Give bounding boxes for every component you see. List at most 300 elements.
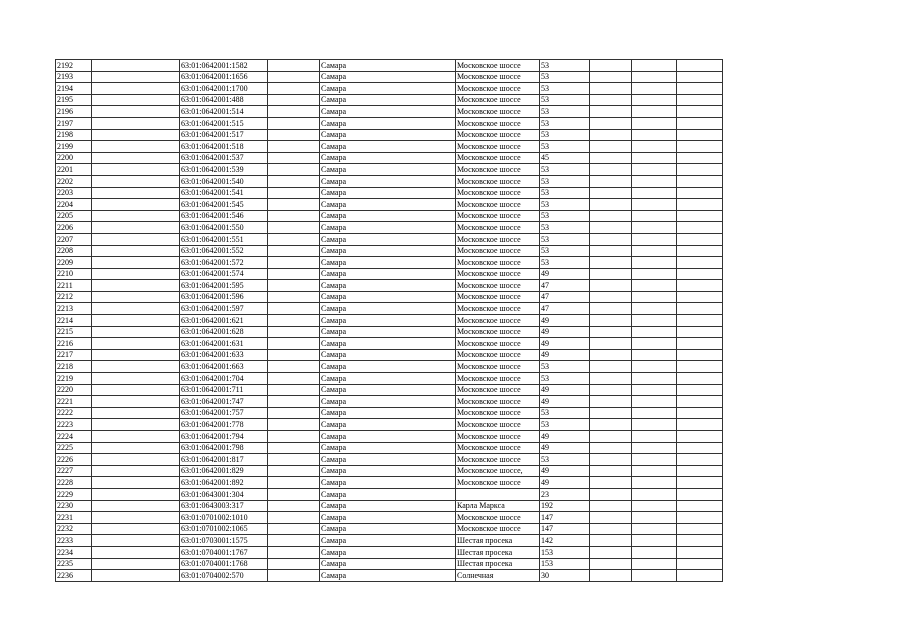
empty-cell: [268, 210, 320, 222]
cadastral-number-cell: 63:01:0642001:596: [180, 291, 268, 303]
empty-cell: [632, 326, 677, 338]
house-number-cell: 153: [540, 558, 590, 570]
house-number-cell: 53: [540, 117, 590, 129]
table-row: [56, 83, 723, 95]
city-cell: Самара: [320, 546, 456, 558]
house-number-cell: 47: [540, 291, 590, 303]
house-number-cell: 49: [540, 349, 590, 361]
street-cell: Московское шоссе: [456, 384, 540, 396]
row-number-cell: 2223: [56, 419, 92, 431]
city-cell: Самара: [320, 326, 456, 338]
street-cell: Московское шоссе: [456, 71, 540, 83]
empty-cell: [677, 268, 723, 280]
empty-cell: [590, 512, 632, 524]
row-number-cell: 2211: [56, 280, 92, 292]
cadastral-number-cell: 63:01:0642001:794: [180, 431, 268, 443]
empty-cell: [92, 152, 180, 164]
empty-cell: [677, 129, 723, 141]
table-row: [56, 500, 723, 512]
empty-cell: [590, 488, 632, 500]
empty-cell: [677, 141, 723, 153]
empty-cell: [92, 477, 180, 489]
empty-cell: [677, 431, 723, 443]
row-number-cell: 2206: [56, 222, 92, 234]
table-row: [56, 175, 723, 187]
row-number-cell: 2225: [56, 442, 92, 454]
house-number-cell: 147: [540, 523, 590, 535]
empty-cell: [677, 384, 723, 396]
empty-cell: [632, 373, 677, 385]
street-cell: Московское шоссе: [456, 152, 540, 164]
empty-cell: [632, 291, 677, 303]
house-number-cell: 49: [540, 431, 590, 443]
empty-cell: [632, 500, 677, 512]
empty-cell: [677, 280, 723, 292]
empty-cell: [92, 117, 180, 129]
table-row: [56, 60, 723, 72]
city-cell: Самара: [320, 222, 456, 234]
row-number-cell: 2193: [56, 71, 92, 83]
street-cell: Московское шоссе: [456, 187, 540, 199]
house-number-cell: 49: [540, 315, 590, 327]
city-cell: Самара: [320, 164, 456, 176]
empty-cell: [632, 442, 677, 454]
empty-cell: [677, 512, 723, 524]
street-cell: Московское шоссе: [456, 477, 540, 489]
street-cell: Солнечная: [456, 570, 540, 582]
empty-cell: [590, 558, 632, 570]
empty-cell: [590, 303, 632, 315]
empty-cell: [632, 257, 677, 269]
empty-cell: [590, 199, 632, 211]
empty-cell: [590, 477, 632, 489]
street-cell: Московское шоссе: [456, 175, 540, 187]
empty-cell: [268, 558, 320, 570]
empty-cell: [268, 546, 320, 558]
city-cell: Самара: [320, 117, 456, 129]
row-number-cell: 2204: [56, 199, 92, 211]
street-cell: Московское шоссе: [456, 523, 540, 535]
row-number-cell: 2208: [56, 245, 92, 257]
row-number-cell: 2228: [56, 477, 92, 489]
empty-cell: [268, 175, 320, 187]
cadastral-number-cell: 63:01:0642001:778: [180, 419, 268, 431]
empty-cell: [268, 407, 320, 419]
empty-cell: [632, 570, 677, 582]
city-cell: Самара: [320, 60, 456, 72]
cadastral-number-cell: 63:01:0642001:892: [180, 477, 268, 489]
empty-cell: [677, 60, 723, 72]
empty-cell: [632, 199, 677, 211]
empty-cell: [590, 523, 632, 535]
city-cell: Самара: [320, 558, 456, 570]
empty-cell: [590, 164, 632, 176]
empty-cell: [677, 222, 723, 234]
table-row: [56, 349, 723, 361]
cadastral-number-cell: 63:01:0642001:595: [180, 280, 268, 292]
table-row: [56, 245, 723, 257]
table-row: [56, 546, 723, 558]
house-number-cell: 53: [540, 407, 590, 419]
empty-cell: [632, 164, 677, 176]
empty-cell: [92, 488, 180, 500]
house-number-cell: 53: [540, 83, 590, 95]
city-cell: Самара: [320, 268, 456, 280]
empty-cell: [268, 442, 320, 454]
empty-cell: [92, 442, 180, 454]
house-number-cell: 53: [540, 361, 590, 373]
empty-cell: [677, 361, 723, 373]
row-number-cell: 2235: [56, 558, 92, 570]
cadastral-number-cell: 63:01:0642001:817: [180, 454, 268, 466]
empty-cell: [92, 141, 180, 153]
empty-cell: [92, 558, 180, 570]
row-number-cell: 2207: [56, 233, 92, 245]
row-number-cell: 2212: [56, 291, 92, 303]
empty-cell: [677, 419, 723, 431]
row-number-cell: 2220: [56, 384, 92, 396]
city-cell: Самара: [320, 175, 456, 187]
empty-cell: [268, 431, 320, 443]
table-row: [56, 280, 723, 292]
table-row: [56, 129, 723, 141]
row-number-cell: 2195: [56, 94, 92, 106]
row-number-cell: 2198: [56, 129, 92, 141]
street-cell: Шестая просека: [456, 558, 540, 570]
city-cell: Самара: [320, 384, 456, 396]
empty-cell: [590, 268, 632, 280]
street-cell: Московское шоссе: [456, 349, 540, 361]
empty-cell: [632, 454, 677, 466]
city-cell: Самара: [320, 94, 456, 106]
house-number-cell: 53: [540, 419, 590, 431]
empty-cell: [590, 431, 632, 443]
city-cell: Самара: [320, 233, 456, 245]
cadastral-number-cell: 63:01:0642001:546: [180, 210, 268, 222]
empty-cell: [268, 280, 320, 292]
empty-cell: [677, 83, 723, 95]
cadastral-number-cell: 63:01:0704001:1767: [180, 546, 268, 558]
house-number-cell: 49: [540, 326, 590, 338]
city-cell: Самара: [320, 396, 456, 408]
empty-cell: [590, 535, 632, 547]
empty-cell: [677, 349, 723, 361]
empty-cell: [677, 71, 723, 83]
empty-cell: [632, 558, 677, 570]
house-number-cell: 192: [540, 500, 590, 512]
street-cell: Московское шоссе: [456, 117, 540, 129]
row-number-cell: 2194: [56, 83, 92, 95]
empty-cell: [92, 291, 180, 303]
empty-cell: [92, 407, 180, 419]
row-number-cell: 2215: [56, 326, 92, 338]
row-number-cell: 2233: [56, 535, 92, 547]
empty-cell: [677, 442, 723, 454]
city-cell: Самара: [320, 303, 456, 315]
empty-cell: [677, 535, 723, 547]
empty-cell: [92, 94, 180, 106]
empty-cell: [590, 152, 632, 164]
empty-cell: [268, 361, 320, 373]
city-cell: Самара: [320, 152, 456, 164]
empty-cell: [92, 71, 180, 83]
city-cell: Самара: [320, 257, 456, 269]
empty-cell: [268, 349, 320, 361]
house-number-cell: 53: [540, 222, 590, 234]
street-cell: Московское шоссе: [456, 338, 540, 350]
empty-cell: [677, 500, 723, 512]
empty-cell: [590, 280, 632, 292]
city-cell: Самара: [320, 535, 456, 547]
city-cell: Самара: [320, 187, 456, 199]
house-number-cell: 53: [540, 233, 590, 245]
empty-cell: [268, 233, 320, 245]
empty-cell: [677, 94, 723, 106]
street-cell: Московское шоссе: [456, 419, 540, 431]
empty-cell: [92, 222, 180, 234]
empty-cell: [632, 83, 677, 95]
city-cell: Самара: [320, 280, 456, 292]
row-number-cell: 2231: [56, 512, 92, 524]
empty-cell: [590, 361, 632, 373]
empty-cell: [590, 442, 632, 454]
row-number-cell: 2209: [56, 257, 92, 269]
empty-cell: [92, 164, 180, 176]
street-cell: Московское шоссе: [456, 512, 540, 524]
empty-cell: [677, 210, 723, 222]
table-row: [56, 523, 723, 535]
house-number-cell: 153: [540, 546, 590, 558]
empty-cell: [268, 257, 320, 269]
empty-cell: [268, 187, 320, 199]
city-cell: Самара: [320, 129, 456, 141]
empty-cell: [92, 233, 180, 245]
cadastral-number-cell: 63:01:0642001:628: [180, 326, 268, 338]
empty-cell: [268, 419, 320, 431]
empty-cell: [632, 477, 677, 489]
empty-cell: [677, 117, 723, 129]
street-cell: Московское шоссе: [456, 361, 540, 373]
table-row: [56, 94, 723, 106]
cadastral-number-cell: 63:01:0642001:633: [180, 349, 268, 361]
empty-cell: [632, 94, 677, 106]
table-row: [56, 233, 723, 245]
empty-cell: [268, 141, 320, 153]
empty-cell: [632, 361, 677, 373]
house-number-cell: 49: [540, 477, 590, 489]
empty-cell: [92, 60, 180, 72]
cadastral-number-cell: 63:01:0704001:1768: [180, 558, 268, 570]
row-number-cell: 2236: [56, 570, 92, 582]
cadastral-number-cell: 63:01:0642001:747: [180, 396, 268, 408]
empty-cell: [632, 129, 677, 141]
table-row: [56, 535, 723, 547]
empty-cell: [632, 546, 677, 558]
house-number-cell: 53: [540, 373, 590, 385]
street-cell: Московское шоссе: [456, 268, 540, 280]
row-number-cell: 2201: [56, 164, 92, 176]
house-number-cell: 23: [540, 488, 590, 500]
empty-cell: [268, 488, 320, 500]
house-number-cell: 30: [540, 570, 590, 582]
city-cell: Самара: [320, 523, 456, 535]
empty-cell: [677, 523, 723, 535]
empty-cell: [590, 500, 632, 512]
empty-cell: [92, 512, 180, 524]
empty-cell: [590, 326, 632, 338]
empty-cell: [632, 268, 677, 280]
house-number-cell: 53: [540, 141, 590, 153]
empty-cell: [268, 94, 320, 106]
row-number-cell: 2199: [56, 141, 92, 153]
city-cell: Самара: [320, 106, 456, 118]
city-cell: Самара: [320, 71, 456, 83]
empty-cell: [632, 71, 677, 83]
city-cell: Самара: [320, 407, 456, 419]
empty-cell: [268, 268, 320, 280]
cadastral-number-cell: 63:01:0642001:537: [180, 152, 268, 164]
empty-cell: [268, 152, 320, 164]
empty-cell: [268, 164, 320, 176]
street-cell: Московское шоссе: [456, 257, 540, 269]
empty-cell: [632, 141, 677, 153]
empty-cell: [92, 175, 180, 187]
empty-cell: [632, 60, 677, 72]
empty-cell: [268, 396, 320, 408]
cadastral-number-cell: 63:01:0642001:631: [180, 338, 268, 350]
empty-cell: [92, 384, 180, 396]
row-number-cell: 2226: [56, 454, 92, 466]
table-row: [56, 187, 723, 199]
empty-cell: [677, 233, 723, 245]
empty-cell: [92, 280, 180, 292]
table-row: [56, 477, 723, 489]
empty-cell: [590, 129, 632, 141]
empty-cell: [268, 129, 320, 141]
empty-cell: [268, 477, 320, 489]
empty-cell: [677, 407, 723, 419]
row-number-cell: 2214: [56, 315, 92, 327]
city-cell: Самара: [320, 338, 456, 350]
row-number-cell: 2213: [56, 303, 92, 315]
registry-table: [55, 59, 723, 582]
house-number-cell: 53: [540, 187, 590, 199]
empty-cell: [590, 570, 632, 582]
cadastral-number-cell: 63:01:0643003:317: [180, 500, 268, 512]
empty-cell: [268, 373, 320, 385]
empty-cell: [268, 71, 320, 83]
empty-cell: [92, 535, 180, 547]
table-row: [56, 361, 723, 373]
city-cell: Самара: [320, 291, 456, 303]
row-number-cell: 2192: [56, 60, 92, 72]
city-cell: Самара: [320, 431, 456, 443]
house-number-cell: 53: [540, 454, 590, 466]
street-cell: Карла Маркса: [456, 500, 540, 512]
table-row: [56, 164, 723, 176]
street-cell: Московское шоссе: [456, 396, 540, 408]
house-number-cell: 53: [540, 245, 590, 257]
table-row: [56, 373, 723, 385]
table-row: [56, 199, 723, 211]
city-cell: Самара: [320, 315, 456, 327]
city-cell: Самара: [320, 512, 456, 524]
table-row: [56, 558, 723, 570]
empty-cell: [590, 233, 632, 245]
cadastral-number-cell: 63:01:0642001:798: [180, 442, 268, 454]
city-cell: Самара: [320, 442, 456, 454]
street-cell: Московское шоссе: [456, 94, 540, 106]
house-number-cell: 49: [540, 396, 590, 408]
table-row: [56, 117, 723, 129]
empty-cell: [92, 454, 180, 466]
row-number-cell: 2202: [56, 175, 92, 187]
table-row: [56, 431, 723, 443]
empty-cell: [632, 535, 677, 547]
cadastral-number-cell: 63:01:0642001:829: [180, 465, 268, 477]
empty-cell: [632, 488, 677, 500]
row-number-cell: 2203: [56, 187, 92, 199]
street-cell: Московское шоссе: [456, 291, 540, 303]
row-number-cell: 2218: [56, 361, 92, 373]
city-cell: Самара: [320, 245, 456, 257]
cadastral-number-cell: 63:01:0703001:1575: [180, 535, 268, 547]
empty-cell: [677, 245, 723, 257]
empty-cell: [268, 83, 320, 95]
house-number-cell: 49: [540, 442, 590, 454]
empty-cell: [590, 222, 632, 234]
city-cell: Самара: [320, 361, 456, 373]
cadastral-number-cell: 63:01:0642001:517: [180, 129, 268, 141]
empty-cell: [92, 373, 180, 385]
empty-cell: [92, 245, 180, 257]
table-row: [56, 106, 723, 118]
empty-cell: [92, 303, 180, 315]
empty-cell: [92, 129, 180, 141]
row-number-cell: 2196: [56, 106, 92, 118]
house-number-cell: 53: [540, 129, 590, 141]
empty-cell: [268, 303, 320, 315]
cadastral-number-cell: 63:01:0642001:551: [180, 233, 268, 245]
row-number-cell: 2224: [56, 431, 92, 443]
empty-cell: [632, 465, 677, 477]
house-number-cell: 47: [540, 280, 590, 292]
empty-cell: [92, 83, 180, 95]
empty-cell: [677, 106, 723, 118]
empty-cell: [268, 454, 320, 466]
empty-cell: [268, 199, 320, 211]
street-cell: Московское шоссе: [456, 233, 540, 245]
empty-cell: [590, 175, 632, 187]
cadastral-number-cell: 63:01:0643001:304: [180, 488, 268, 500]
empty-cell: [268, 384, 320, 396]
cadastral-number-cell: 63:01:0701002:1065: [180, 523, 268, 535]
street-cell: Московское шоссе: [456, 431, 540, 443]
empty-cell: [590, 315, 632, 327]
empty-cell: [268, 570, 320, 582]
empty-cell: [632, 280, 677, 292]
empty-cell: [590, 454, 632, 466]
empty-cell: [632, 117, 677, 129]
empty-cell: [677, 477, 723, 489]
table-row: [56, 338, 723, 350]
street-cell: Московское шоссе: [456, 129, 540, 141]
house-number-cell: 49: [540, 268, 590, 280]
empty-cell: [632, 349, 677, 361]
empty-cell: [268, 535, 320, 547]
table-row: [56, 222, 723, 234]
empty-cell: [677, 396, 723, 408]
